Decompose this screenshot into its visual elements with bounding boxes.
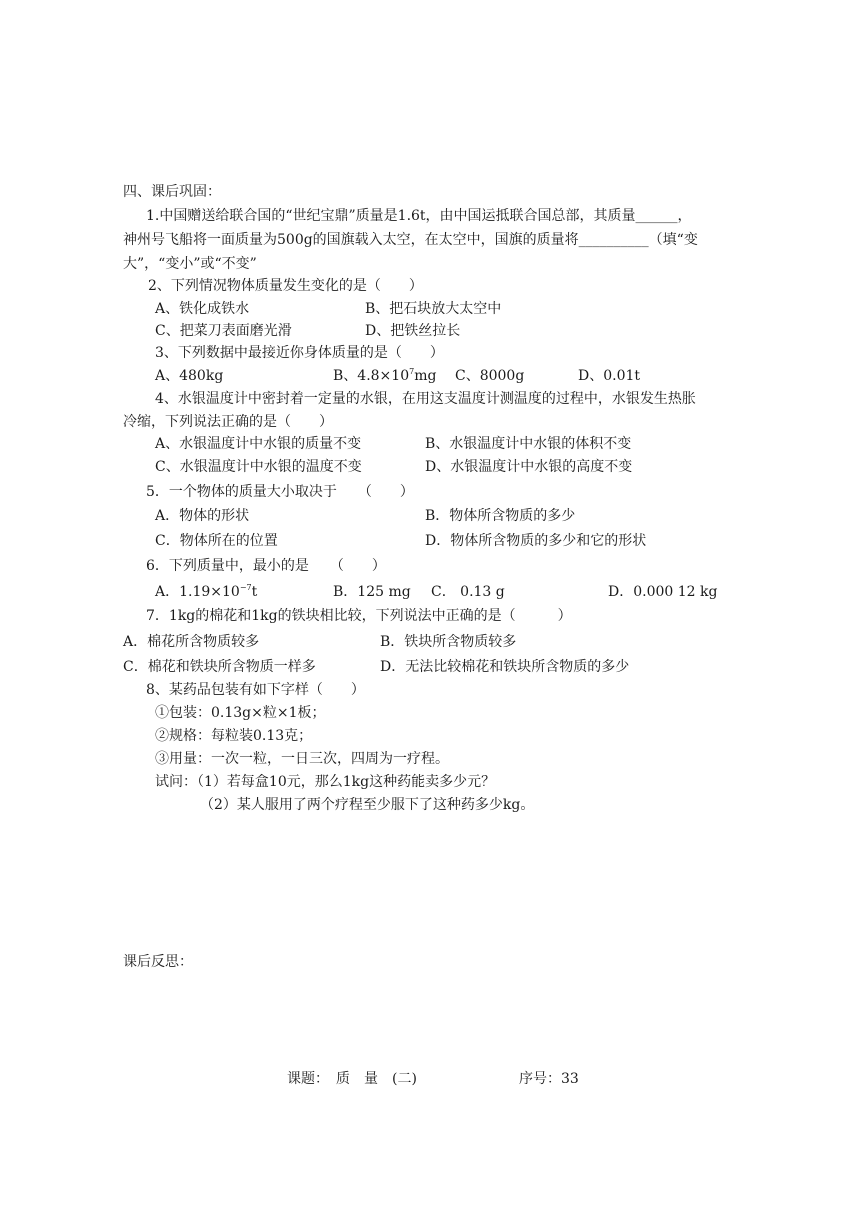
q5-stem: 5．一个物体的质量大小取决于 （ ）	[146, 484, 414, 500]
footer-topic: 课题： 质 量 (二)	[287, 1071, 417, 1087]
q5-option-b: B．物体所含物质的多少	[425, 508, 576, 524]
q4-option-b: B、水银温度计中水银的体积不变	[425, 436, 632, 452]
q1-line-3: 大”，“变小”或“不变”	[123, 256, 257, 272]
q2-option-c: C、把菜刀表面磨光滑	[155, 323, 292, 339]
q7-option-c: C．棉花和铁块所含物质一样多	[123, 659, 316, 675]
q4-option-c: C、水银温度计中水银的温度不变	[155, 459, 362, 475]
q2-option-b: B、把石块放大太空中	[365, 301, 502, 317]
q2-option-d: D、把铁丝拉长	[365, 323, 461, 339]
q6-option-a	[155, 582, 257, 602]
q6-option-b: B．125 mg	[333, 584, 411, 600]
q2-option-a: A、铁化成铁水	[155, 301, 250, 317]
q3-option-b-unit: mg	[414, 368, 437, 384]
q8-stem: 8、某药品包装有如下字样（ ）	[146, 682, 365, 698]
q2-stem: 2、下列情况物体质量发生变化的是（ ）	[148, 278, 423, 294]
q7-stem: 7．1kg的棉花和1kg的铁块相比较，下列说法中正确的是（ ）	[146, 608, 572, 624]
q3-option-b-base: B、4.8×10	[333, 368, 410, 384]
q8-item-2: ②规格：每粒装0.13克；	[155, 728, 313, 744]
q1-line-1: 1.中国赠送给联合国的“世纪宝鼎”质量是1.6t，由中国运抵联合国总部，其质量______，	[146, 208, 692, 224]
q3-option-d: D、0.01t	[578, 368, 641, 384]
q5-option-d: D．物体所含物质的多少和它的形状	[425, 533, 647, 549]
q7-option-d: D．无法比较棉花和铁块所含物质的多少	[380, 659, 630, 675]
q4-option-d: D、水银温度计中水银的高度不变	[425, 459, 633, 475]
footer-serial: 序号：33	[519, 1071, 579, 1087]
q3-option-a: A、480kg	[155, 368, 224, 384]
q5-option-c: C．物体所在的位置	[155, 533, 278, 549]
q6-stem: 6．下列质量中，最小的是 （ ）	[146, 558, 386, 574]
q6-option-a-exponent: −7	[239, 583, 252, 592]
q5-option-a: A．物体的形状	[155, 508, 250, 524]
q4-line-1: 4、水银温度计中密封着一定量的水银，在用这支温度计测温度的过程中，水银发生热胀	[155, 391, 696, 407]
q8-ask-1: 试问：（1）若每盒10元，那么1kg这种药能卖多少元？	[155, 774, 496, 790]
q6-option-a-unit: t	[251, 584, 258, 600]
q6-option-a-base: A．1.19×10	[155, 584, 240, 600]
q3-stem: 3、下列数据中最接近你身体质量的是（ ）	[155, 345, 444, 361]
q8-ask-2: （2）某人服用了两个疗程至少服下了这种药多少kg。	[200, 797, 535, 813]
q3-option-b-exponent: 7	[409, 367, 415, 376]
q3-option-b	[333, 366, 436, 386]
section-title: 四、课后巩固：	[123, 184, 221, 200]
q8-item-1: ①包装：0.13g×粒×1板；	[155, 705, 326, 721]
q7-option-a: A．棉花所含物质较多	[123, 634, 260, 650]
q7-option-b: B．铁块所含物质较多	[380, 634, 517, 650]
q6-option-c: C． 0.13 g	[431, 584, 505, 600]
q4-line-2: 冷缩，下列说法正确的是（ ）	[123, 414, 333, 430]
q3-option-c: C、8000g	[455, 368, 525, 384]
q8-item-3: ③用量：一次一粒，一日三次，四周为一疗程。	[155, 751, 449, 767]
q4-option-a: A、水银温度计中水银的质量不变	[155, 436, 362, 452]
q6-option-d: D．0.000 12 kg	[608, 584, 718, 600]
q1-line-2: 神州号飞船将一面质量为500g的国旗载入太空，在太空中，国旗的质量将__________（填“变	[123, 232, 698, 248]
reflection-label: 课后反思：	[123, 954, 193, 970]
